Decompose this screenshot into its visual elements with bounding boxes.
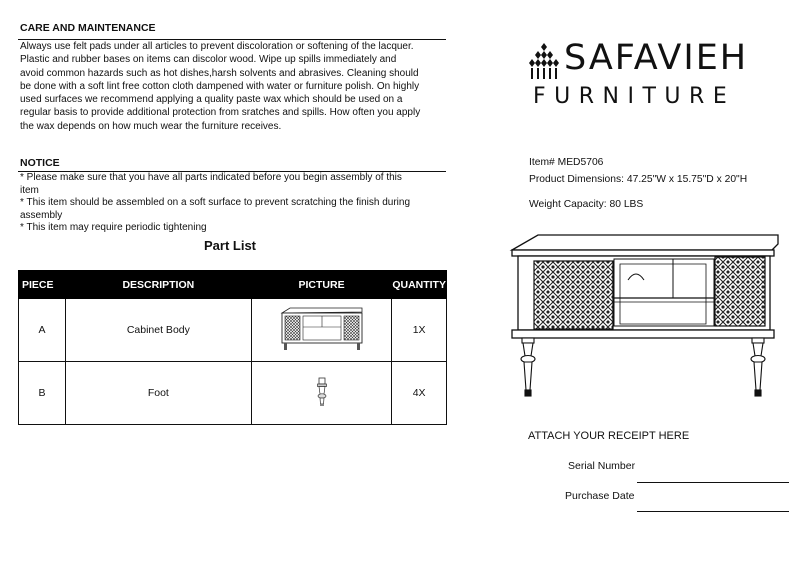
media-console-illustration-icon [508,232,784,400]
serial-number-line[interactable] [637,482,789,483]
description-cell: Foot [65,362,251,425]
notice-line: assembly [20,209,63,221]
notice-list [20,172,410,235]
description-cell: Cabinet Body [65,299,251,362]
care-line: avoid common hazards such as hot dishes,harsh solvents and abrasives. Cleaning should [20,67,419,79]
purchase-date-label: Purchase Date [565,490,635,502]
header-quantity: QUANTITY [392,271,447,299]
part-list-title: Part List [204,238,257,253]
notice-heading: NOTICE [20,157,60,169]
header-piece: PIECE [19,271,66,299]
safavieh-logo-icon [528,43,560,79]
quantity-cell: 1X [392,299,447,362]
serial-number-label: Serial Number [568,460,636,472]
care-line: regular basis to provide additional protection from sratches and spills. How often you apply [20,107,421,119]
care-line: the wax depends on how much wear the furniture receives. [20,120,282,132]
care-line: Plastic and rubber bases on items can discolor wood. Wipe up spills immediately and [20,54,397,66]
notice-line: item [20,184,39,196]
brand-name: SAFAVIEH [564,38,749,78]
piece-cell: A [19,299,66,362]
header-picture: PICTURE [251,271,391,299]
item-number: Item# MED5706 [529,157,604,168]
care-line: used surfaces we recommend applying a quality paste wax which should be used on a [20,94,403,106]
care-paragraph [20,40,420,133]
header-description: DESCRIPTION [65,271,251,299]
weight-capacity: Weight Capacity: 80 LBS [529,199,644,210]
table-row [19,362,447,425]
cabinet-thumbnail-icon [279,306,365,352]
purchase-date-line[interactable] [637,511,789,512]
notice-line: * This item should be assembled on a soft surface to prevent scratching the finish during [20,197,411,209]
care-heading: CARE AND MAINTENANCE [20,22,156,34]
foot-thumbnail-icon [315,377,329,407]
picture-cell [251,299,391,362]
picture-cell [251,362,391,425]
care-line: be done with a soft lint free cotton cloth dampened with water or furniture polish. On highly [20,80,420,92]
quantity-cell: 4X [392,362,447,425]
table-row [19,299,447,362]
receipt-heading: ATTACH YOUR RECEIPT HERE [528,430,690,442]
product-dimensions: Product Dimensions: 47.25"W x 15.75"D x 20"H [529,174,748,185]
notice-line: * This item may require periodic tightening [20,222,207,234]
piece-cell: B [19,362,66,425]
notice-line: * Please make sure that you have all parts indicated before you begin assembly of this [20,172,402,183]
part-list-header-row [19,271,447,299]
part-list-table [18,270,447,425]
brand-subtitle: FURNITURE [533,84,736,109]
care-line: Always use felt pads under all articles to prevent discoloration or softening of the lacquer. [20,41,414,52]
